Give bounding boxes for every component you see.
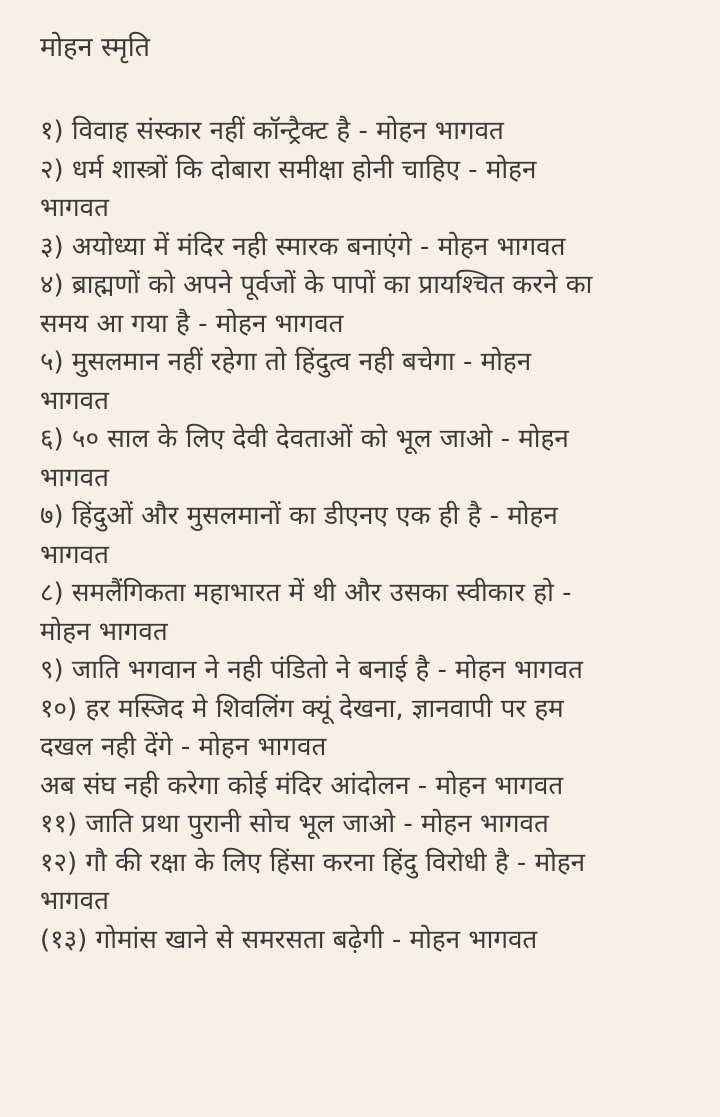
statement-list [40,112,700,959]
text-line: ८) समलैंगिकता महाभारत में थी और उसका स्वीकार हो - [40,578,572,608]
text-line: मोहन भागवत [40,616,168,647]
document-title: मोहन स्मृति [40,32,151,63]
text-line: अब संघ नही करेगा कोई मंदिर आंदोलन - मोहन भागवत [40,770,564,801]
text-line: १०) हर मस्जिद मे शिवलिंग क्यूं देखना, ज्ञानवापी पर हम [40,693,564,724]
text-line: (१३) गोमांस खाने से समरसता बढ़ेगी - मोहन भागवत [40,924,538,955]
text-line: २) धर्म शास्त्रों कि दोबारा समीक्षा होनी चाहिए - मोहन [40,154,537,185]
text-line: ५) मुसलमान नहीं रहेगा तो हिंदुत्व नही बचेगा - मोहन [40,347,532,377]
text-line: दखल नही देंगे - मोहन भागवत [40,732,327,762]
text-line: भागवत [40,462,109,493]
text-line: समय आ गया है - मोहन भागवत [40,308,344,339]
text-line: भागवत [40,886,109,916]
text-line: ७) हिंदुओं और मुसलमानों का डीएनए एक ही है - मोहन [40,501,558,531]
text-line: ११) जाति प्रथा पुरानी सोच भूल जाओ - मोहन भागवत [40,809,549,839]
text-line: १२) गौ की रक्षा के लिए हिंसा करना हिंदु विरोधी है - मोहन [40,847,586,878]
text-line: भागवत [40,539,109,570]
text-line: ६) ५० साल के लिए देवी देवताओं को भूल जाओ - मोहन [40,424,569,454]
text-line: १) विवाह संस्कार नहीं कॉन्ट्रैक्ट है - मोहन भागवत [40,116,504,146]
text-line: भागवत [40,193,109,223]
text-line: ३) अयोध्या में मंदिर नही स्मारक बनाएंगे - मोहन भागवत [40,231,566,262]
text-line: ४) ब्राह्मणों को अपने पूर्वजों के पापों का प्रायश्चित करने का [40,270,593,300]
text-line: ९) जाति भगवान ने नही पंडितो ने बनाई है - मोहन भागवत [40,655,583,685]
text-line: भागवत [40,385,109,416]
